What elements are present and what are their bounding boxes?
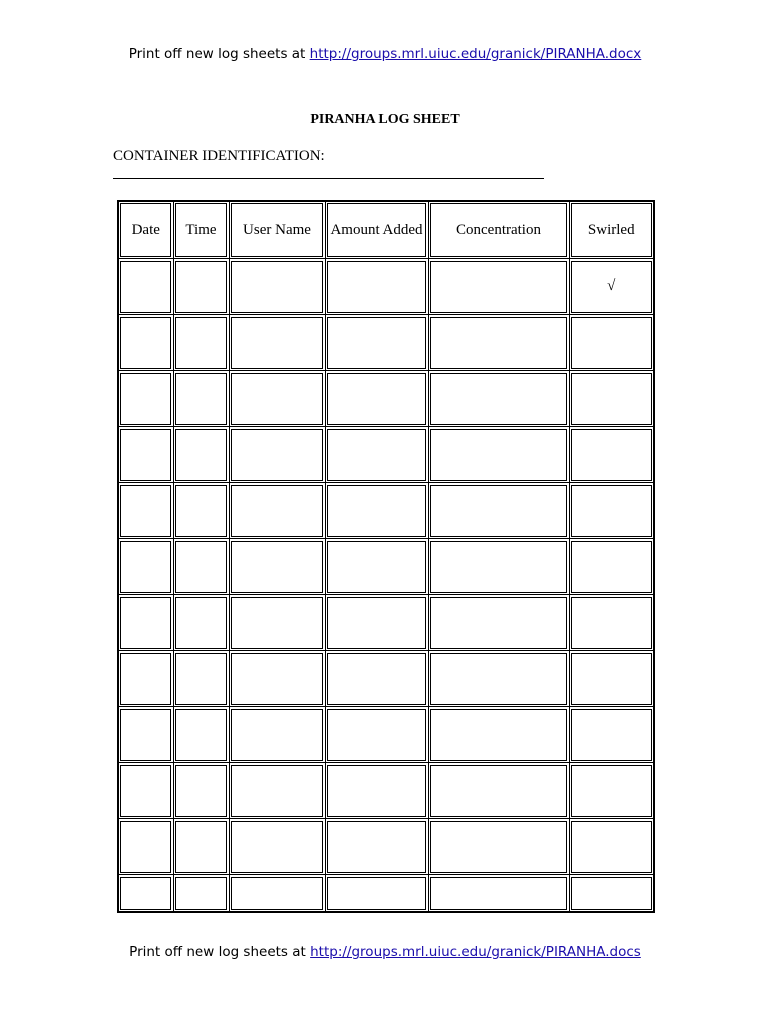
- container-identification-line: [113, 178, 544, 179]
- log-table: [117, 200, 655, 913]
- cell-concentration[interactable]: [428, 707, 569, 763]
- cell-amount-added[interactable]: [325, 819, 428, 875]
- cell-time[interactable]: [173, 651, 229, 707]
- header-link[interactable]: http://groups.mrl.uiuc.edu/granick/PIRANHA.docx: [309, 46, 642, 62]
- cell-amount-added[interactable]: [325, 427, 428, 483]
- cell-user-name[interactable]: [229, 483, 325, 539]
- table-header-row: [118, 201, 654, 259]
- table-row: [118, 819, 654, 875]
- col-header-user-name: User Name: [229, 201, 325, 259]
- cell-date[interactable]: [118, 259, 173, 315]
- footer-link[interactable]: http://groups.mrl.uiuc.edu/granick/PIRANHA.docs: [310, 944, 641, 960]
- table-row: [118, 651, 654, 707]
- cell-user-name[interactable]: [229, 427, 325, 483]
- cell-amount-added[interactable]: [325, 259, 428, 315]
- cell-amount-added[interactable]: [325, 763, 428, 819]
- table-row: [118, 763, 654, 819]
- cell-user-name[interactable]: [229, 539, 325, 595]
- header-note-text: Print off new log sheets at: [128, 46, 310, 62]
- cell-time[interactable]: [173, 595, 229, 651]
- cell-date[interactable]: [118, 651, 173, 707]
- table-row: [118, 427, 654, 483]
- cell-concentration[interactable]: [428, 259, 569, 315]
- cell-date[interactable]: [118, 819, 173, 875]
- table-row: [118, 875, 654, 913]
- cell-time[interactable]: [173, 875, 229, 913]
- col-header-concentration: Concentration: [428, 201, 569, 259]
- table-row: [118, 315, 654, 371]
- cell-time[interactable]: [173, 763, 229, 819]
- cell-date[interactable]: [118, 875, 173, 913]
- cell-date[interactable]: [118, 483, 173, 539]
- footer-note-text: Print off new log sheets at: [129, 944, 311, 960]
- table-row: [118, 595, 654, 651]
- cell-swirled[interactable]: [569, 315, 654, 371]
- cell-concentration[interactable]: [428, 763, 569, 819]
- cell-swirled[interactable]: [569, 819, 654, 875]
- cell-user-name[interactable]: [229, 315, 325, 371]
- cell-concentration[interactable]: [428, 315, 569, 371]
- col-header-date: Date: [118, 201, 173, 259]
- cell-time[interactable]: [173, 259, 229, 315]
- cell-date[interactable]: [118, 539, 173, 595]
- cell-time[interactable]: [173, 427, 229, 483]
- cell-concentration[interactable]: [428, 483, 569, 539]
- table-row: [118, 707, 654, 763]
- col-header-time: Time: [173, 201, 229, 259]
- table-row: [118, 539, 654, 595]
- cell-amount-added[interactable]: [325, 651, 428, 707]
- cell-user-name[interactable]: [229, 875, 325, 913]
- cell-date[interactable]: [118, 595, 173, 651]
- cell-amount-added[interactable]: [325, 875, 428, 913]
- cell-time[interactable]: [173, 539, 229, 595]
- cell-date[interactable]: [118, 315, 173, 371]
- table-row: [118, 259, 654, 315]
- cell-date[interactable]: [118, 427, 173, 483]
- table-row: [118, 371, 654, 427]
- cell-concentration[interactable]: [428, 875, 569, 913]
- page-title: PIRANHA LOG SHEET: [310, 112, 460, 127]
- cell-concentration[interactable]: [428, 651, 569, 707]
- cell-swirled[interactable]: [569, 707, 654, 763]
- col-header-swirled: Swirled: [569, 201, 654, 259]
- cell-swirled[interactable]: [569, 427, 654, 483]
- cell-user-name[interactable]: [229, 259, 325, 315]
- cell-amount-added[interactable]: [325, 483, 428, 539]
- cell-user-name[interactable]: [229, 707, 325, 763]
- header-note: [0, 46, 770, 62]
- cell-time[interactable]: [173, 483, 229, 539]
- container-identification-label: CONTAINER IDENTIFICATION:: [113, 148, 325, 164]
- cell-swirled[interactable]: [569, 539, 654, 595]
- cell-swirled[interactable]: [569, 483, 654, 539]
- cell-date[interactable]: [118, 371, 173, 427]
- cell-amount-added[interactable]: [325, 707, 428, 763]
- cell-concentration[interactable]: [428, 819, 569, 875]
- cell-user-name[interactable]: [229, 595, 325, 651]
- cell-concentration[interactable]: [428, 371, 569, 427]
- table-row: [118, 483, 654, 539]
- cell-swirled[interactable]: [569, 763, 654, 819]
- cell-swirled[interactable]: [569, 371, 654, 427]
- cell-user-name[interactable]: [229, 651, 325, 707]
- cell-concentration[interactable]: [428, 427, 569, 483]
- cell-amount-added[interactable]: [325, 371, 428, 427]
- cell-user-name[interactable]: [229, 763, 325, 819]
- cell-swirled[interactable]: [569, 595, 654, 651]
- cell-time[interactable]: [173, 819, 229, 875]
- cell-user-name[interactable]: [229, 819, 325, 875]
- cell-amount-added[interactable]: [325, 315, 428, 371]
- footer-note: [0, 944, 770, 960]
- cell-swirled-checkmark[interactable]: √: [569, 259, 654, 315]
- cell-concentration[interactable]: [428, 595, 569, 651]
- cell-amount-added[interactable]: [325, 539, 428, 595]
- cell-time[interactable]: [173, 707, 229, 763]
- cell-swirled[interactable]: [569, 651, 654, 707]
- cell-amount-added[interactable]: [325, 595, 428, 651]
- cell-swirled[interactable]: [569, 875, 654, 913]
- cell-time[interactable]: [173, 315, 229, 371]
- cell-user-name[interactable]: [229, 371, 325, 427]
- cell-time[interactable]: [173, 371, 229, 427]
- cell-date[interactable]: [118, 763, 173, 819]
- cell-concentration[interactable]: [428, 539, 569, 595]
- cell-date[interactable]: [118, 707, 173, 763]
- col-header-amount-added: Amount Added: [325, 201, 428, 259]
